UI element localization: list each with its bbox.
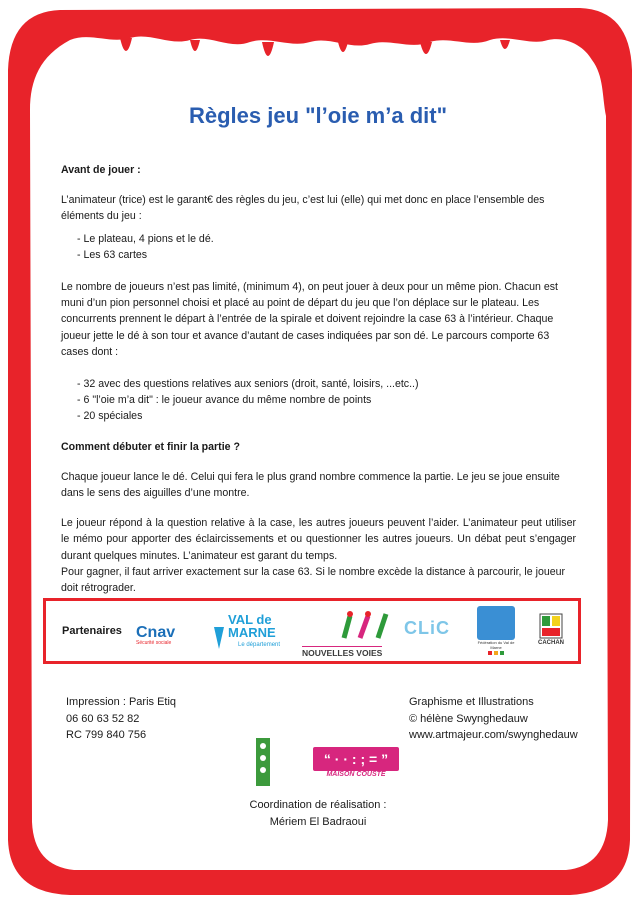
val-de-marne-line3: Le département [238, 642, 281, 648]
section-heading-before: Avant de jouer : [61, 164, 141, 176]
credit-line: www.artmajeur.com/swynghedauw [409, 729, 578, 741]
cachan-crest-icon [538, 612, 564, 640]
federation-logo [477, 606, 515, 658]
cachan-logo-text: CACHAN [538, 640, 564, 646]
nouvelles-voies-figures-icon [338, 610, 398, 640]
val-de-marne-line2: MARNE [228, 625, 276, 640]
cachan-logo [532, 612, 570, 658]
list-item: - 6 "l’oie m’a dit" : le joueur avance du même nombre de points [77, 392, 576, 408]
credit-line: © hélène Swynghedauw [409, 712, 528, 725]
cnav-logo-subtext: Sécurité sociale [136, 640, 172, 646]
credit-line: 06 60 63 52 82 [66, 712, 140, 725]
paragraph-intro: L’animateur (trice) est le garant€ des règles du jeu, c’est lui (elle) qui met donc en place l’ensemble des éléments du jeu : [61, 194, 545, 223]
cnav-logo [136, 624, 198, 654]
maison-couste-text: MAISON COUSTÉ [326, 771, 386, 778]
credit-line: RC 799 840 756 [66, 729, 147, 741]
clic-logo [404, 618, 462, 652]
paragraph-players: Le nombre de joueurs n’est pas limité, (minimum 4), on peut jouer à deux pour un même pion. Chacun est muni d’un pion personnel choisi et placé au point de départ du jeu que l’on déplace sur le plateau. Les concurrents prennent le départ à l’entrée de la spirale et doivent rejoindre la case 63 à l’intérieur. Chaque joueur jette le dé à son tour et avance d’autant de cases indiquées par son dé. Le parcours comporte 63 cases dont : [61, 281, 558, 358]
credit-line: Impression : Paris Etiq [66, 696, 177, 708]
clic-logo-text: CLiC [404, 618, 450, 638]
val-de-marne-mark-icon [212, 625, 226, 651]
association-mark-icon [256, 738, 270, 786]
rules-body [61, 162, 576, 596]
paragraph-play: Le joueur répond à la question relative à la case, les autres joueurs peuvent l’aider. L’animateur peut utiliser le mémo pour apporter des éclaircissements et ou questionner les autres joueurs. Un débat peut s’engager durant quelques minutes. L’animateur est garant du temps. [61, 517, 576, 562]
val-de-marne-line1: VAL de [228, 612, 272, 627]
partners-label: Partenaires [62, 625, 122, 637]
val-de-marne-logo [212, 613, 292, 657]
design-credits [409, 694, 578, 744]
equipment-list [61, 231, 576, 263]
list-item: - 32 avec des questions relatives aux seniors (droit, santé, loisirs, ...etc..) [77, 376, 576, 392]
credit-line: Graphisme et Illustrations [409, 696, 534, 708]
list-item: - 20 spéciales [77, 408, 576, 424]
nouvelles-voies-logo [302, 610, 398, 658]
credit-line: Coordination de réalisation : [249, 799, 387, 811]
federation-logo-badge [477, 606, 515, 640]
nouvelles-voies-text: NOUVELLES VOIES [302, 648, 383, 658]
maison-couste-banner: “ · · : ; = ” [313, 747, 399, 771]
paragraph-win: Pour gagner, il faut arriver exactement sur la case 63. Si le nombre excède la distance à parcourir, le joueur doit rétrograder. [61, 565, 566, 595]
credit-line: Mériem El Badraoui [269, 815, 367, 828]
association-logo [256, 738, 306, 788]
coordination-credits [0, 797, 636, 830]
federation-logo-text: Fédération du Val de Marne [477, 640, 515, 650]
paragraph-start: Chaque joueur lance le dé. Celui qui fera le plus grand nombre commence la partie. Le jeu se joue ensuite dans le sens des aiguilles d’une montre. [61, 470, 560, 500]
list-item: - Le plateau, 4 pions et le dé. [77, 231, 576, 247]
federation-logo-dots [477, 651, 515, 655]
maison-couste-logo [313, 747, 399, 783]
printer-credits [66, 694, 176, 744]
section-heading-howto: Comment débuter et finir la partie ? [61, 440, 240, 453]
page-title: Règles jeu "l’oie m’a dit" [188, 103, 448, 128]
list-item: - Les 63 cartes [77, 247, 576, 263]
cnav-logo-text: Cnav [136, 624, 176, 641]
cases-list [61, 376, 576, 425]
